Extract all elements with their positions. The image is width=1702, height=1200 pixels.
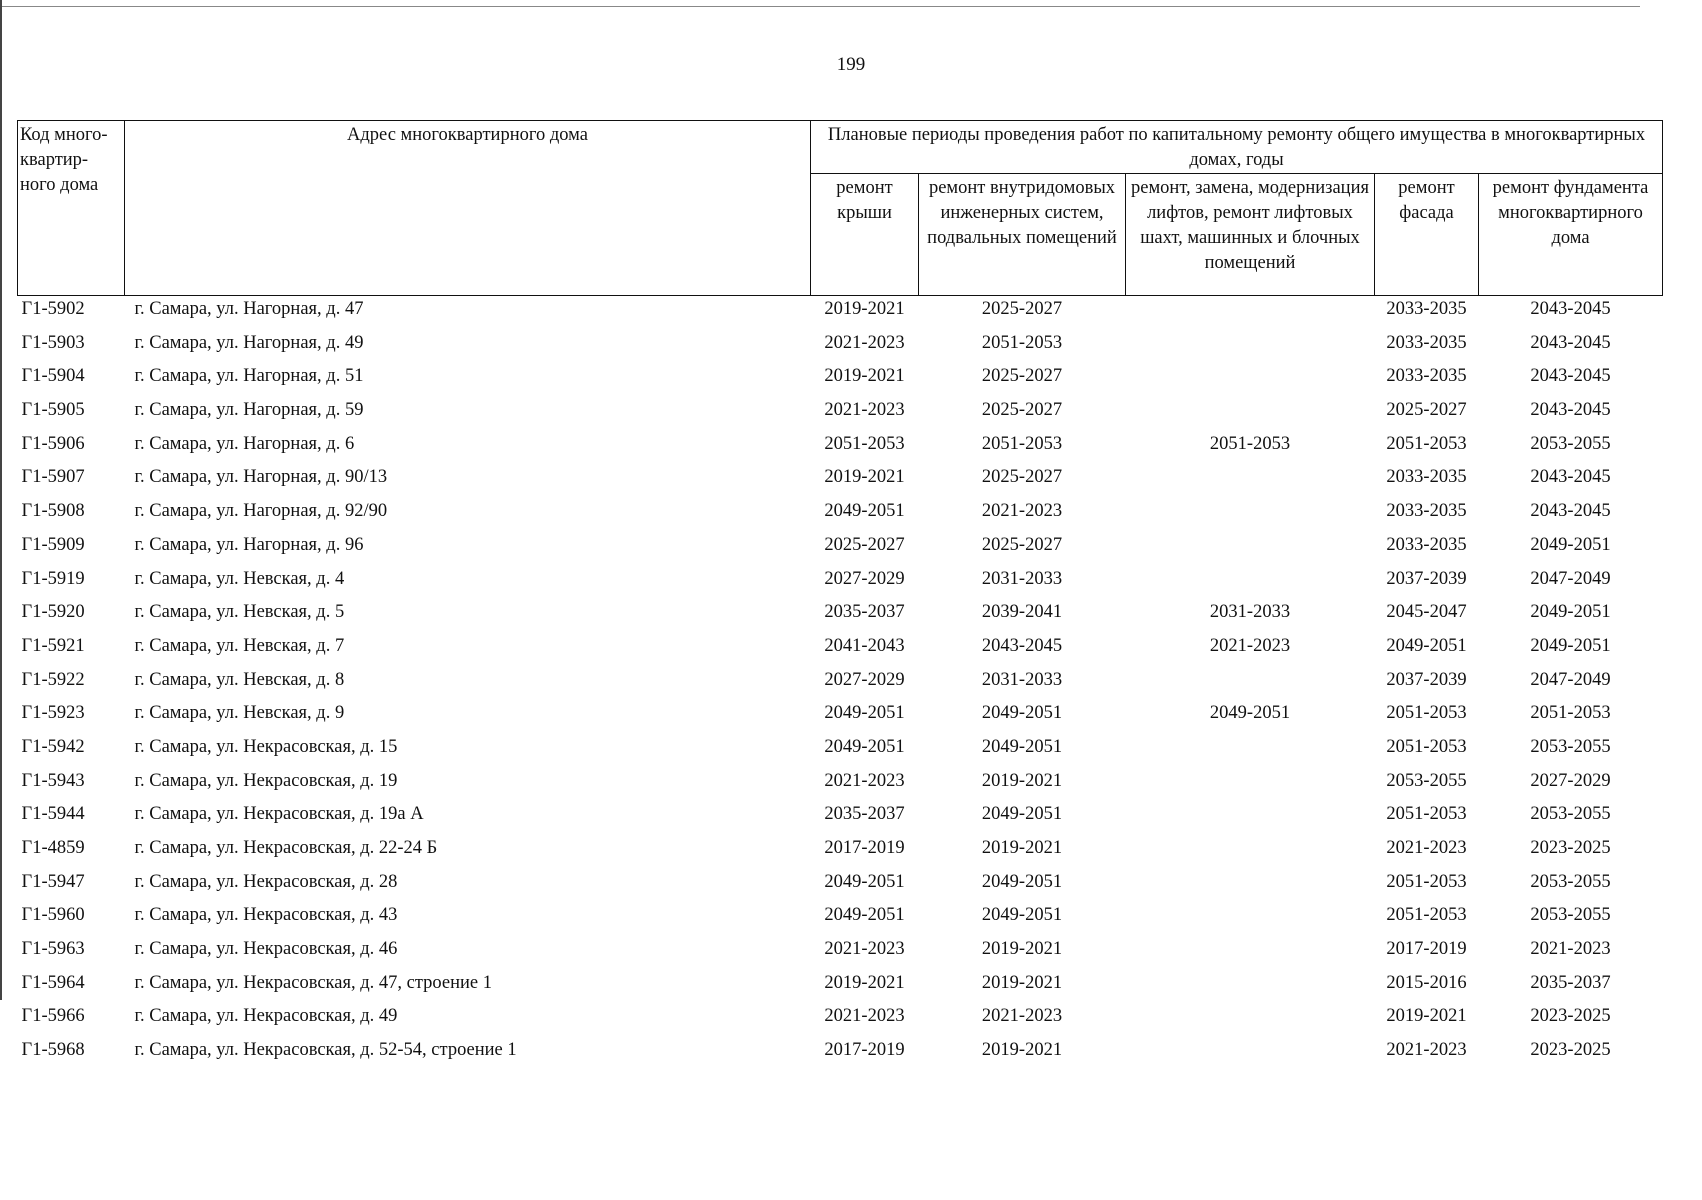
cell-lift: [1126, 498, 1375, 532]
cell-facade: 2051-2053: [1386, 736, 1467, 757]
cell-facade: 2051-2053: [1386, 804, 1467, 825]
cell-code: Г1-5921: [21, 635, 85, 656]
cell-lift: [1126, 667, 1375, 701]
cell-engineering: 2019-2021: [981, 770, 1063, 791]
header-code: Код много-квартир-ного дома: [18, 121, 125, 296]
cell-facade: 2051-2053: [1386, 433, 1467, 454]
cell-code: Г1-5922: [21, 669, 85, 690]
cell-facade: 2033-2035: [1386, 501, 1467, 522]
cell-foundation: 2043-2045: [1530, 501, 1611, 522]
cell-lift: [1126, 532, 1375, 566]
cell-code: Г1-4859: [21, 838, 85, 858]
cell-facade: 2033-2035: [1386, 467, 1467, 488]
cell-engineering: 2031-2033: [981, 669, 1063, 690]
cell-address: г. Самара, ул. Некрасовская, д. 19: [134, 770, 398, 791]
cell-foundation: 2043-2045: [1530, 467, 1611, 488]
cell-address: г. Самара, ул. Нагорная, д. 51: [134, 366, 364, 387]
cell-code: Г1-5968: [21, 1040, 85, 1061]
cell-roof: 2025-2027: [824, 534, 905, 555]
cell-code: Г1-5908: [21, 501, 85, 522]
cell-code: Г1-5904: [21, 366, 85, 387]
cell-code: Г1-5907: [21, 467, 85, 488]
cell-lift: [1126, 566, 1375, 600]
cell-foundation: 2035-2037: [1530, 972, 1611, 993]
cell-roof: 2017-2019: [824, 838, 905, 858]
cell-address: г. Самара, ул. Невская, д. 8: [134, 669, 345, 690]
cell-lift: [1126, 330, 1375, 364]
cell-foundation: 2023-2025: [1530, 838, 1611, 858]
cell-roof: 2049-2051: [824, 871, 905, 892]
scan-border-top: [0, 6, 1640, 7]
cell-roof: 2049-2051: [824, 703, 905, 724]
cell-code: Г1-5920: [21, 602, 85, 623]
cell-lift: [1126, 1003, 1375, 1037]
cell-code: Г1-5905: [21, 400, 85, 421]
cell-foundation: 2043-2045: [1530, 299, 1611, 319]
cell-address: г. Самара, ул. Некрасовская, д. 43: [134, 905, 398, 926]
cell-roof: 2049-2051: [824, 736, 905, 757]
cell-code: Г1-5923: [21, 703, 85, 724]
cell-foundation: 2053-2055: [1530, 871, 1611, 892]
cell-foundation: 2047-2049: [1530, 568, 1611, 589]
header-facade: ремонт фасада: [1375, 174, 1479, 296]
cell-engineering: 2049-2051: [981, 905, 1063, 926]
cell-roof: 2021-2023: [824, 1006, 905, 1027]
cell-engineering: 2051-2053: [981, 332, 1063, 353]
cell-engineering: 2043-2045: [981, 635, 1063, 656]
cell-roof: 2049-2051: [824, 905, 905, 926]
cell-address: г. Самара, ул. Некрасовская, д. 28: [134, 871, 398, 892]
cell-lift: 2051-2053: [1209, 433, 1291, 454]
table-row: [18, 296, 1663, 330]
cell-facade: 2033-2035: [1386, 299, 1467, 319]
cell-lift: 2021-2023: [1209, 635, 1291, 656]
cell-foundation: 2021-2023: [1530, 939, 1611, 960]
cell-lift: [1126, 734, 1375, 768]
capital-repair-plan-table: [17, 120, 1663, 1071]
cell-roof: 2027-2029: [824, 669, 905, 690]
cell-roof: 2021-2023: [824, 939, 905, 960]
cell-engineering: 2049-2051: [981, 804, 1063, 825]
table-row: [18, 768, 1663, 802]
cell-roof: 2051-2053: [824, 433, 905, 454]
cell-engineering: 2039-2041: [981, 602, 1063, 623]
cell-engineering: 2021-2023: [981, 501, 1063, 522]
table-header: [18, 121, 1663, 296]
cell-roof: 2019-2021: [824, 467, 905, 488]
cell-facade: 2033-2035: [1386, 332, 1467, 353]
table-row: [18, 1037, 1663, 1071]
cell-lift: [1126, 363, 1375, 397]
cell-address: г. Самара, ул. Нагорная, д. 96: [134, 534, 364, 555]
cell-facade: 2025-2027: [1386, 400, 1467, 421]
table-row: [18, 835, 1663, 869]
scan-border-left: [0, 0, 2, 1000]
cell-facade: 2033-2035: [1386, 366, 1467, 387]
cell-foundation: 2053-2055: [1530, 905, 1611, 926]
cell-engineering: 2025-2027: [981, 400, 1063, 421]
cell-roof: 2017-2019: [824, 1040, 905, 1061]
cell-facade: 2051-2053: [1386, 703, 1467, 724]
cell-code: Г1-5966: [21, 1006, 85, 1027]
cell-engineering: 2051-2053: [981, 433, 1063, 454]
cell-facade: 2015-2016: [1386, 972, 1467, 993]
cell-code: Г1-5906: [21, 433, 85, 454]
cell-facade: 2019-2021: [1386, 1006, 1467, 1027]
cell-lift: 2031-2033: [1209, 602, 1291, 623]
cell-foundation: 2053-2055: [1530, 433, 1611, 454]
cell-address: г. Самара, ул. Некрасовская, д. 49: [134, 1006, 398, 1027]
cell-facade: 2037-2039: [1386, 669, 1467, 690]
cell-code: Г1-5942: [21, 736, 85, 757]
cell-roof: 2035-2037: [824, 804, 905, 825]
cell-address: г. Самара, ул. Некрасовская, д. 52-54, строение 1: [134, 1040, 517, 1061]
cell-address: г. Самара, ул. Невская, д. 5: [134, 602, 345, 623]
cell-lift: [1126, 970, 1375, 1004]
table-row: [18, 869, 1663, 903]
cell-code: Г1-5903: [21, 332, 85, 353]
cell-address: г. Самара, ул. Некрасовская, д. 19а А: [134, 804, 424, 825]
cell-foundation: 2023-2025: [1530, 1006, 1611, 1027]
cell-facade: 2021-2023: [1386, 1040, 1467, 1061]
header-roof: ремонт крыши: [811, 174, 919, 296]
cell-roof: 2021-2023: [824, 332, 905, 353]
cell-facade: 2037-2039: [1386, 568, 1467, 589]
table-row: [18, 734, 1663, 768]
cell-address: г. Самара, ул. Нагорная, д. 59: [134, 400, 364, 421]
cell-engineering: 2021-2023: [981, 1006, 1063, 1027]
cell-code: Г1-5960: [21, 905, 85, 926]
cell-roof: 2027-2029: [824, 568, 905, 589]
cell-foundation: 2049-2051: [1530, 534, 1611, 555]
cell-roof: 2021-2023: [824, 770, 905, 791]
cell-address: г. Самара, ул. Нагорная, д. 92/90: [134, 501, 388, 522]
cell-engineering: 2019-2021: [981, 838, 1063, 858]
cell-address: г. Самара, ул. Нагорная, д. 47: [134, 299, 364, 319]
cell-engineering: 2049-2051: [981, 871, 1063, 892]
table-row: [18, 970, 1663, 1004]
table-body: [18, 296, 1663, 1071]
header-planned-periods: Плановые периоды проведения работ по капитальному ремонту общего имущества в многоквартирных домах, годы: [811, 121, 1663, 174]
cell-foundation: 2053-2055: [1530, 804, 1611, 825]
cell-engineering: 2019-2021: [981, 972, 1063, 993]
cell-foundation: 2049-2051: [1530, 635, 1611, 656]
header-engineering: ремонт внутридомовых инженерных систем, подвальных помещений: [919, 174, 1126, 296]
table-row: [18, 599, 1663, 633]
cell-facade: 2033-2035: [1386, 534, 1467, 555]
cell-roof: 2019-2021: [824, 299, 905, 319]
cell-address: г. Самара, ул. Невская, д. 7: [134, 635, 345, 656]
cell-address: г. Самара, ул. Нагорная, д. 90/13: [134, 467, 388, 488]
cell-address: г. Самара, ул. Невская, д. 9: [134, 703, 345, 724]
cell-code: Г1-5944: [21, 804, 85, 825]
cell-roof: 2035-2037: [824, 602, 905, 623]
cell-roof: 2049-2051: [824, 501, 905, 522]
cell-engineering: 2025-2027: [981, 299, 1063, 319]
cell-foundation: 2049-2051: [1530, 602, 1611, 623]
table-row: [18, 464, 1663, 498]
cell-code: Г1-5964: [21, 972, 85, 993]
cell-engineering: 2025-2027: [981, 467, 1063, 488]
cell-roof: 2019-2021: [824, 366, 905, 387]
table-row: [18, 667, 1663, 701]
cell-lift: [1126, 869, 1375, 903]
cell-foundation: 2043-2045: [1530, 400, 1611, 421]
table-row: [18, 1003, 1663, 1037]
table-row: [18, 936, 1663, 970]
cell-engineering: 2031-2033: [981, 568, 1063, 589]
cell-facade: 2049-2051: [1386, 635, 1467, 656]
cell-lift: [1126, 768, 1375, 802]
header-foundation: ремонт фундамента многоквартирного дома: [1479, 174, 1663, 296]
table-row: [18, 566, 1663, 600]
cell-engineering: 2049-2051: [981, 736, 1063, 757]
cell-facade: 2051-2053: [1386, 871, 1467, 892]
cell-foundation: 2043-2045: [1530, 332, 1611, 353]
table-row: [18, 700, 1663, 734]
table-row: [18, 330, 1663, 364]
cell-facade: 2051-2053: [1386, 905, 1467, 926]
table-row: [18, 498, 1663, 532]
cell-foundation: 2043-2045: [1530, 366, 1611, 387]
header-address: Адрес многоквартирного дома: [125, 121, 811, 296]
cell-lift: [1126, 397, 1375, 431]
cell-lift: [1126, 464, 1375, 498]
cell-roof: 2021-2023: [824, 400, 905, 421]
cell-lift: [1126, 801, 1375, 835]
cell-engineering: 2019-2021: [981, 1040, 1063, 1061]
cell-foundation: 2027-2029: [1530, 770, 1611, 791]
cell-address: г. Самара, ул. Невская, д. 4: [134, 568, 345, 589]
cell-facade: 2017-2019: [1386, 939, 1467, 960]
cell-lift: 2049-2051: [1209, 703, 1291, 724]
cell-lift: [1126, 835, 1375, 869]
cell-address: г. Самара, ул. Нагорная, д. 49: [134, 332, 364, 353]
page-number: 199: [836, 54, 866, 75]
cell-roof: 2041-2043: [824, 635, 905, 656]
cell-roof: 2019-2021: [824, 972, 905, 993]
table-row: [18, 532, 1663, 566]
cell-lift: [1126, 1037, 1375, 1071]
table-row: [18, 363, 1663, 397]
cell-engineering: 2025-2027: [981, 366, 1063, 387]
table-row: [18, 633, 1663, 667]
cell-code: Г1-5943: [21, 770, 85, 791]
cell-address: г. Самара, ул. Некрасовская, д. 22-24 Б: [134, 838, 438, 858]
cell-code: Г1-5909: [21, 534, 85, 555]
cell-code: Г1-5947: [21, 871, 85, 892]
cell-lift: [1126, 902, 1375, 936]
cell-foundation: 2053-2055: [1530, 736, 1611, 757]
cell-code: Г1-5902: [21, 299, 85, 319]
cell-foundation: 2023-2025: [1530, 1040, 1611, 1061]
cell-lift: [1126, 936, 1375, 970]
cell-lift: [1126, 296, 1375, 330]
cell-facade: 2053-2055: [1386, 770, 1467, 791]
table-row: [18, 902, 1663, 936]
cell-foundation: 2051-2053: [1530, 703, 1611, 724]
cell-address: г. Самара, ул. Нагорная, д. 6: [134, 433, 355, 454]
cell-facade: 2045-2047: [1386, 602, 1467, 623]
table-row: [18, 397, 1663, 431]
table-row: [18, 801, 1663, 835]
cell-address: г. Самара, ул. Некрасовская, д. 46: [134, 939, 398, 960]
table-row: [18, 431, 1663, 465]
cell-foundation: 2047-2049: [1530, 669, 1611, 690]
header-lift: ремонт, замена, модернизация лифтов, ремонт лифтовых шахт, машинных и блочных помещений: [1126, 174, 1375, 296]
cell-engineering: 2025-2027: [981, 534, 1063, 555]
cell-engineering: 2049-2051: [981, 703, 1063, 724]
cell-address: г. Самара, ул. Некрасовская, д. 47, строение 1: [134, 972, 492, 993]
cell-engineering: 2019-2021: [981, 939, 1063, 960]
cell-facade: 2021-2023: [1386, 838, 1467, 858]
cell-address: г. Самара, ул. Некрасовская, д. 15: [134, 736, 398, 757]
cell-code: Г1-5919: [21, 568, 85, 589]
cell-code: Г1-5963: [21, 939, 85, 960]
